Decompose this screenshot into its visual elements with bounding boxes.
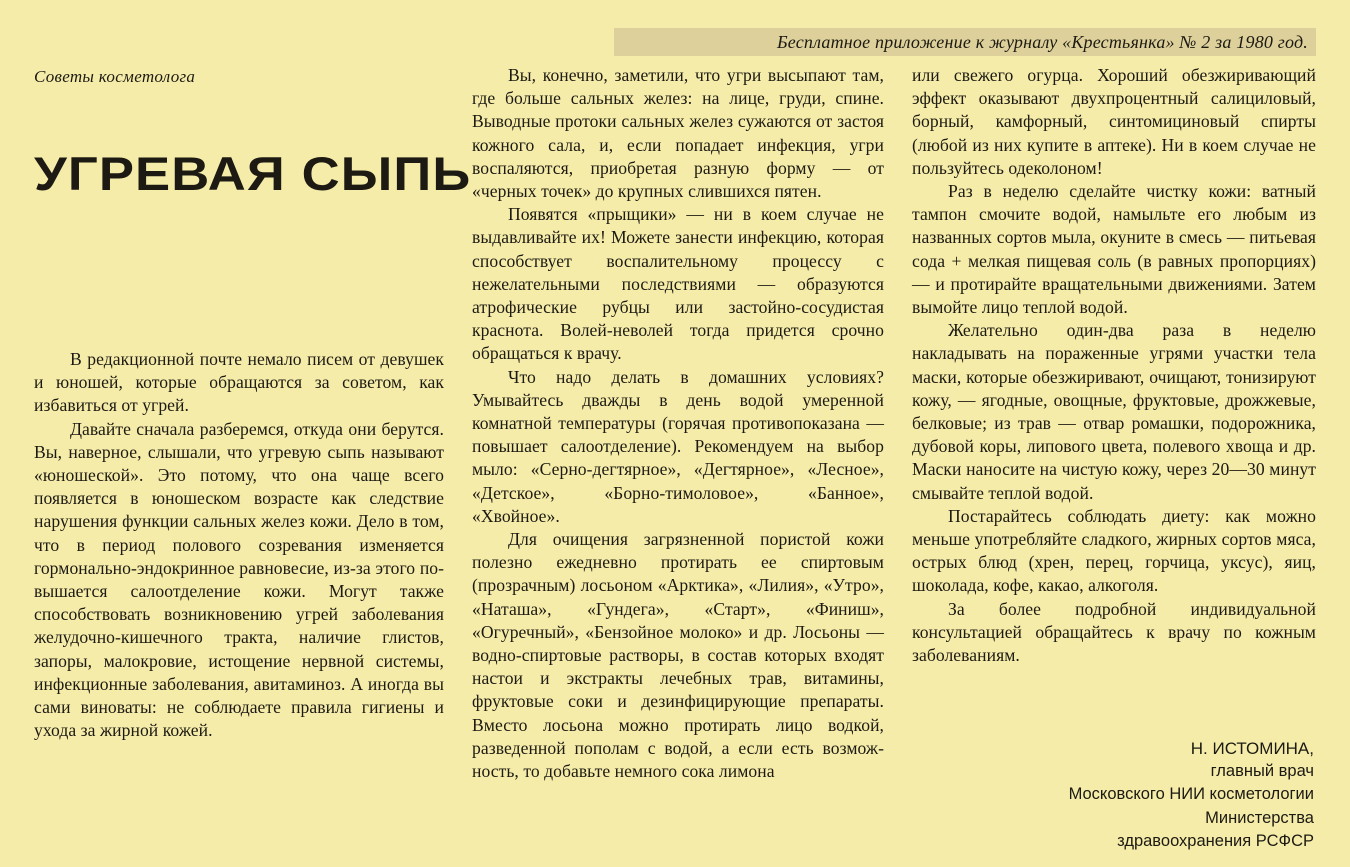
article-column-1: [34, 348, 444, 742]
paragraph: Раз в неделю сделайте чистку кожи: ватный тампон смочите водой, намыльте его любым из названных сортов мыла, окуните в смесь — питьевая сода + мелкая пищевая соль (в равных пропорциях) — и протирайте вращательными движениями. Затем вымойте лицо теплой водой.: [912, 181, 1316, 318]
paragraph: Что надо делать в домашних условиях? Умывайтесь дважды в день водой умеренной комнатной температуры (горячая противопоказана — повышает салоотделение). Рекомендуем на выбор мыло: «Серно-дегтярное», «Дегтярное», «Лесное», «Детское», «Борно-тимоловое», «Банное», «Хвойное».: [472, 366, 884, 526]
paragraph: Желательно один-два раза в неделю накладывать на пораженные угрями участки тела маски, которые обезжиривают, очищают, тонизируют кожу, — ягодные, овощные, фруктовые, дрожжевые, белковые; из трав — отвар ромашки, подорожника, дубовой коры, липового цвета, полевого хвоща и др. Маски наносите на чистую кожу, через 20—30 минут смывайте теплой водой.: [912, 320, 1316, 503]
paragraph: В редакционной почте немало писем от девушек и юношей, которые обращаются за советом, как избавиться от угрей.: [34, 349, 444, 416]
article-column-3: [912, 64, 1316, 667]
author-signature: [1069, 737, 1314, 853]
paragraph: Давайте сначала разберемся, откуда они берутся. Вы, наверное, слышали, что угревую сыпь называют «юношеской». Это потому, что она чаще всего появляется в юношеском возрасте как следствие нарушения функции сальных желез кожи. Дело в том, что в период полового созревания изменяется гормонально-эндокринное равновесие, из-за этого повышается салоотделение кожи. Могут также способствовать возникновению угрей заболевания желудочно-кишечного тракта, наличие глистов, запоры, малокровие, истощение нервной системы, инфекционные заболевания, авитаминоз. А иногда вы сами виноваты: не соблюдаете правила гигиены и ухода за жирной кожей.: [34, 418, 444, 741]
supplement-header: Бесплатное приложение к журналу «Крестьянка» № 2 за 1980 год.: [614, 28, 1316, 56]
author-institute: Московского НИИ косметологии: [1068, 785, 1314, 804]
paragraph: или свежего огурца. Хороший обезжиривающий эффект оказывают двухпроцентный салициловый, борный, камфорный, синтомициновый спирты (любой из них купите в аптеке). Ни в коем случае не пользуйтесь одеколоном!: [912, 65, 1316, 178]
author-name: Н. ИСТОМИНА,: [1190, 739, 1314, 758]
paragraph: Появятся «прыщики» — ни в коем случае не выдавливайте их! Можете занести инфекцию, которая способствует воспалительному процессу с нежелательными последствиями — образуются атрофические рубцы или застойно-сосудистая краснота. Волей-неволей тогда придется срочно обращаться к врачу.: [472, 204, 884, 364]
paragraph: За более подробной индивидуальной консультацией обращайтесь к врачу по кожным заболеваниям.: [912, 598, 1316, 666]
paragraph: Для очищения загрязненной пористой кожи полезно ежедневно протирать ее спиртовым (прозрачным) лосьоном «Арктика», «Лилия», «Утро», «Наташа», «Гундега», «Старт», «Финиш», «Огуречный», «Бензойное молоко» и др. Лосьоны — водно-спиртовые растворы, в состав которых входят настои и экстракты лечебных трав, витамины, фруктовые соки и дезинфицирующие препараты. Вместо лосьона можно протирать лицо водкой, разведенной пополам с водой, а если есть возможность, то добавьте немного сока лимона: [472, 529, 884, 782]
author-ministry: Министерства: [1205, 808, 1314, 827]
rubric-label: Советы косметолога: [34, 67, 196, 86]
paragraph: Постарайтесь соблюдать диету: как можно меньше употребляйте сладкого, жирных сортов мяса, острых блюд (хрен, перец, горчица, уксус), яиц, шоколада, кофе, какао, алкоголя.: [912, 505, 1316, 596]
paragraph: Вы, конечно, заметили, что угри высыпают там, где больше сальных желез: на лице, груди, спине. Выводные протоки сальных желез сужаются от застоя кожного сала, и, если попадает инфекция, угри воспаляются, приобретая разную форму — от «черных точек» до крупных слившихся пятен.: [472, 65, 884, 202]
author-ministry-2: здравоохранения РСФСР: [1117, 831, 1314, 850]
article-column-2: [472, 64, 884, 783]
author-position: главный врач: [1210, 762, 1314, 781]
article-title: УГРЕВАЯ СЫПЬ: [34, 147, 472, 200]
